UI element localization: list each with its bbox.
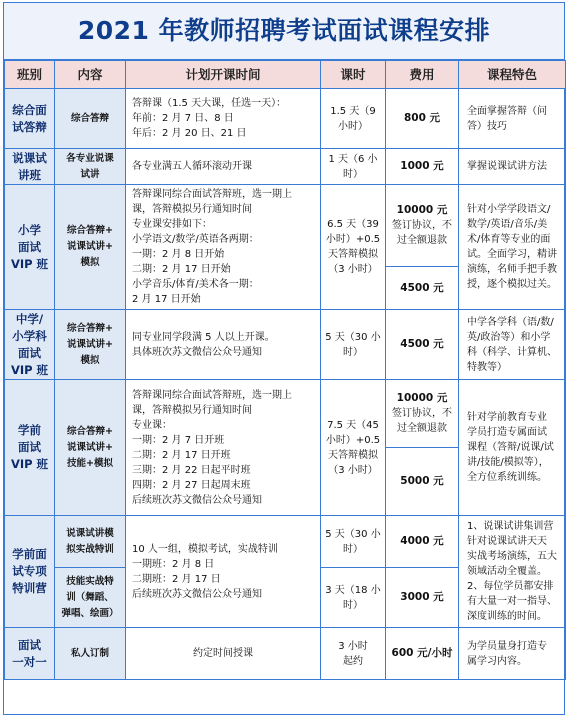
table-row (5, 628, 566, 680)
content-cell: 综合答辩+ 说课试讲+ 技能+模拟 (55, 380, 126, 516)
course-table (4, 60, 566, 680)
schedule-cell: 答辩课同综合面试答辩班，选一期上 课，答辩模拟另行通知时间 专业课安排如下： 小学语文/数学/英语各两期： 一期：2 月 8 日开始 二期：2 月 17 日开始 小学音乐/体育/美术各一期： 2 月 17 日开始 (126, 185, 321, 310)
class-cell: 面试 一对一 (5, 628, 55, 680)
feature-cell: 针对学前教育专业 学员打造专属面试 课程（答辩/说课/试 讲/技能/模拟等）， 全方位系统训练。 (459, 380, 566, 516)
header-row (5, 61, 566, 89)
fee-cell: 1000 元 (386, 149, 459, 185)
schedule-cell: 同专业同学段满 5 人以上开课。 具体班次苏文微信公众号通知 (126, 310, 321, 380)
table-row (5, 516, 566, 568)
content-cell: 综合答辩+ 说课试讲+ 模拟 (55, 185, 126, 310)
hours-cell: 5 天（30 小 时） (321, 310, 386, 380)
table-row (5, 310, 566, 380)
feature-cell: 1、说课试讲集训营 针对说课试讲天天 实战考场演练，五大 领域活动全覆盖。 2、每位学员都安排 有大量一对一指导、 深度训练的时间。 (459, 516, 566, 628)
table-row (5, 185, 566, 267)
header-hours: 课时 (321, 61, 386, 89)
class-cell: 小学 面试 VIP 班 (5, 185, 55, 310)
header-schedule: 计划开课时间 (126, 61, 321, 89)
fee-cell: 3000 元 (386, 568, 459, 628)
feature-cell: 针对小学学段语文/ 数学/英语/音乐/美 术/体育等专业的面 试。全面学习，精讲 演练，名师手把手教 授，逐个模拟过关。 (459, 185, 566, 310)
feature-cell: 全面掌握答辩（问 答）技巧 (459, 89, 566, 149)
feature-cell: 掌握说课试讲方法 (459, 149, 566, 185)
fee-cell: 4000 元 (386, 516, 459, 568)
content-cell: 说课试讲模 拟实战特训 (55, 516, 126, 568)
content-cell: 私人订制 (55, 628, 126, 680)
hours-cell: 3 小时 起约 (321, 628, 386, 680)
fee-cell-agreement: 10000 元 签订协议，不 过全额退款 (386, 185, 459, 267)
content-cell: 综合答辩 (55, 89, 126, 149)
fee-cell: 600 元/小时 (386, 628, 459, 680)
schedule-document (3, 2, 565, 715)
class-cell: 学前 面试 VIP 班 (5, 380, 55, 516)
content-cell: 综合答辩+ 说课试讲+ 模拟 (55, 310, 126, 380)
schedule-cell: 答辩课（1.5 天大课，任选一天）： 年前：2 月 7 日、8 日 年后：2 月 20 日、21 日 (126, 89, 321, 149)
hours-cell: 1 天（6 小 时） (321, 149, 386, 185)
hours-cell: 3 天（18 小 时） (321, 568, 386, 628)
class-cell: 中学/ 小学科 面试 VIP 班 (5, 310, 55, 380)
class-cell: 说课试 讲班 (5, 149, 55, 185)
header-feature: 课程特色 (459, 61, 566, 89)
feature-cell: 中学各学科（语/数/ 英/政治等）和小学 科（科学、计算机、 特教等） (459, 310, 566, 380)
schedule-cell: 各专业满五人循环滚动开课 (126, 149, 321, 185)
content-cell: 技能实战特 训（舞蹈、 弹唱、绘画） (55, 568, 126, 628)
fee-cell: 800 元 (386, 89, 459, 149)
header-content: 内容 (55, 61, 126, 89)
fee-cell-agreement: 10000 元 签订协议，不 过全额退款 (386, 380, 459, 448)
content-cell: 各专业说课 试讲 (55, 149, 126, 185)
schedule-cell: 答辩课同综合面试答辩班，选一期上 课，答辩模拟另行通知时间 专业课： 一期：2 月 7 日开班 二期：2 月 17 日开班 三期：2 月 22 日起平时班 四期：2 月 27 日起周末班 后续班次苏文微信公众号通知 (126, 380, 321, 516)
fee-cell: 5000 元 (386, 448, 459, 516)
feature-cell: 为学员量身打造专 属学习内容。 (459, 628, 566, 680)
table-row (5, 380, 566, 448)
table-row (5, 89, 566, 149)
hours-cell: 7.5 天（45 小时）+0.5 天答辩模拟 （3 小时） (321, 380, 386, 516)
header-fee: 费用 (386, 61, 459, 89)
hours-cell: 1.5 天（9 小时） (321, 89, 386, 149)
schedule-cell: 10 人一组，模拟考试，实战特训 一期班：2 月 8 日 二期班：2 月 17 日 后续班次苏文微信公众号通知 (126, 516, 321, 628)
table-row (5, 149, 566, 185)
fee-cell: 4500 元 (386, 267, 459, 310)
class-cell: 学前面 试专项 特训营 (5, 516, 55, 628)
hours-cell: 5 天（30 小 时） (321, 516, 386, 568)
header-class: 班别 (5, 61, 55, 89)
schedule-cell: 约定时间授课 (126, 628, 321, 680)
page-title: 2021 年教师招聘考试面试课程安排 (4, 3, 564, 60)
fee-cell: 4500 元 (386, 310, 459, 380)
hours-cell: 6.5 天（39 小时）+0.5 天答辩模拟 （3 小时） (321, 185, 386, 310)
class-cell: 综合面 试答辩 (5, 89, 55, 149)
